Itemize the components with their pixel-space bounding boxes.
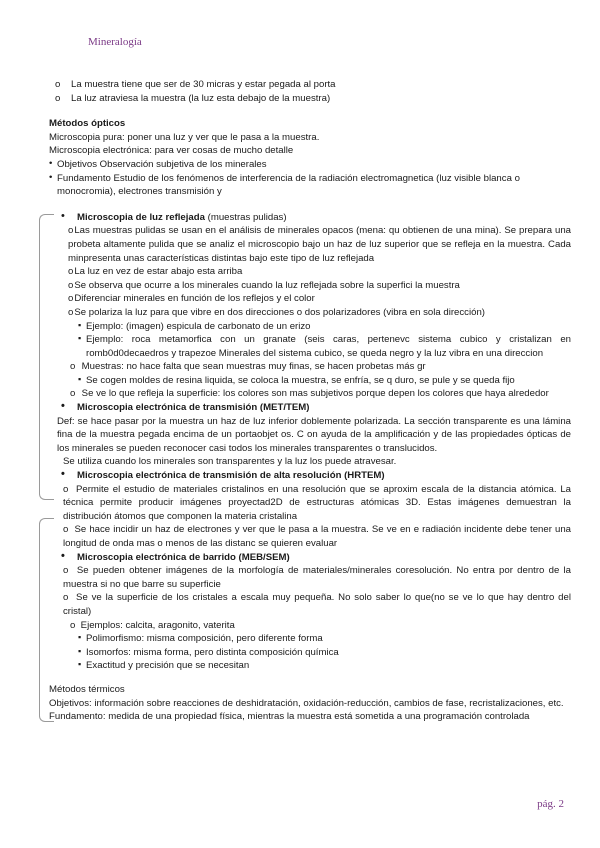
circle-bullet-icon: o (68, 293, 74, 305)
circle-bullet-icon: o (55, 92, 61, 104)
reflected-item-6: o Muestras: no hace falta que sean muestras muy finas, se hacen probetas más gr (70, 361, 426, 373)
hrtem-item-2: o Se hace incidir un haz de electrones y ver que le pasa a la muestra. Se ve en e radiación incidente debe tener una longitud de onda mas o menos de las distanc se quieren evaluar (63, 524, 571, 549)
circle-bullet-icon: o (63, 565, 77, 577)
meb-item-1: o Se pueden obtener imágenes de la morfología de materiales/minerales coresolución. No entra por dentro de la muestra si no que barre su superficie (63, 565, 572, 590)
meb-sub-2: ▪ Isomorfos: misma forma, pero distinta composición química (78, 645, 339, 658)
meb-title: • Microscopia electrónica de barrido (MEB/SEM) (61, 549, 290, 563)
reflected-sub-3: ▪ Se cogen moldes de resina liquida, se coloca la muestra, se enfría, se q duro, se pule y se queda fijo (78, 373, 515, 386)
dot-bullet-icon: • (61, 549, 65, 562)
optics-bullet-2: • Fundamento Estudio de los fenómenos de interferencia de la radiación electromagnetica (luz visible blanca o monocromia), electrones transmisión y (49, 171, 520, 198)
meb-item-2: o Se ve la superficie de los cristales a escala muy pequeña. No solo saber lo que(no se ve lo que hay dentro del cristal) (63, 592, 571, 617)
square-bullet-icon: ▪ (78, 659, 82, 670)
circle-bullet-icon: o (63, 524, 75, 536)
tem-definition: Def: se hace pasar por la muestra un haz de luz inferior doblemente polarizada. La sección transparente es una lámina fina de la muestra pegada encima de un portaobjet os. C on ayuda de la amplificación y de las propiedades ópticas de los minerales se pueden reconocer casi todos los minerales transparentes o translucidos. (57, 415, 571, 454)
dot-bullet-icon: • (61, 400, 65, 413)
reflected-item-2: oLa luz en vez de estar abajo esta arriba (68, 266, 243, 278)
optics-heading: Métodos ópticos (49, 118, 126, 130)
optics-line-1: Microscopia pura: poner una luz y ver que le pasa a la muestra. (49, 131, 320, 143)
hrtem-item-1: o Permite el estudio de materiales cristalinos en una resolución que se aproxim escala de la distancia atómica. La técnica permite producir imágenes proyectad2D de estructuras atómicas 3D. Estas imágenes demuestran la distribución átomos que componen la materia cristalina (63, 483, 571, 522)
circle-bullet-icon: o (70, 619, 81, 631)
optics-bullet-1: • Objetivos Observación subjetiva de los minerales (49, 157, 267, 170)
page-header: Mineralogía (88, 36, 142, 48)
square-bullet-icon: ▪ (78, 333, 82, 344)
reflected-item-5: oSe polariza la luz para que vibre en dos direcciones o dos polarizadores (vibra en sola dirección) (68, 306, 485, 318)
reflected-sub-1: ▪ Ejemplo: (imagen) espicula de carbonato de un erizo (78, 319, 311, 332)
tem-title: • Microscopia electrónica de transmisión (MET/TEM) (61, 400, 310, 414)
dot-bullet-icon: • (61, 468, 65, 481)
meb-sub-3: ▪ Exactitud y precisión que se necesitan (78, 659, 250, 672)
thermal-fundamento: Fundamento: medida de una propiedad física, mientras la muestra está sometida a una programación controlada (49, 711, 530, 723)
dot-bullet-icon: • (49, 157, 53, 169)
meb-item-3: o Ejemplos: calcita, aragonito, vaterita (70, 619, 235, 631)
intro-item-1: o La muestra tiene que ser de 30 micras y estar pegada al porta (55, 79, 336, 90)
circle-bullet-icon: o (63, 592, 77, 604)
meb-sub-1: ▪ Polimorfismo: misma composición, pero diferente forma (78, 632, 323, 645)
circle-bullet-icon: o (68, 266, 74, 278)
reflected-item-7: o Se ve lo que refleja la superficie: los colores son mas subjetivos porque depen los colores que haya alrededor (70, 388, 549, 400)
reflected-title: • Microscopia de luz reflejada (muestras pulidas) (61, 209, 287, 223)
square-bullet-icon: ▪ (78, 645, 82, 656)
hrtem-title: • Microscopia electrónica de transmisión de alta resolución (HRTEM) (61, 468, 385, 482)
thermal-objectives: Objetivos: información sobre reacciones de deshidratación, oxidación-reducción, cambios de fase, recristalizaciones, etc. (49, 697, 564, 709)
circle-bullet-icon: o (70, 361, 81, 373)
dot-bullet-icon: • (61, 209, 65, 222)
reflected-sub-2: ▪ Ejemplo: roca metamorfica con un granate (seis caras, pertenevc sistema cubico y cristalizan en romb0d0decaedros y trapezoe Minerales del sistema cubico, se queda negro y la luz vibra en una direccion (78, 333, 571, 359)
optics-line-2: Microscopia electrónica: para ver cosas de mucho detalle (49, 145, 294, 157)
document-body (49, 78, 571, 724)
circle-bullet-icon: o (70, 388, 81, 400)
circle-bullet-icon: o (68, 225, 74, 237)
dot-bullet-icon: • (49, 171, 53, 183)
reflected-item-4: oDiferenciar minerales en función de los reflejos y el color (68, 293, 315, 305)
intro-item-2: o La luz atraviesa la muestra (la luz esta debajo de la muestra) (55, 92, 331, 104)
circle-bullet-icon: o (55, 79, 61, 90)
square-bullet-icon: ▪ (78, 373, 82, 384)
tem-note: Se utiliza cuando los minerales son transparentes y la luz los puede atravesar. (63, 456, 397, 468)
thermal-heading: Métodos térmicos (49, 683, 125, 695)
page-number: pág. 2 (537, 798, 564, 810)
circle-bullet-icon: o (63, 483, 76, 495)
square-bullet-icon: ▪ (78, 319, 82, 330)
reflected-item-3: oSe observa que ocurre a los minerales cuando la luz reflejada sobre la superfici la muestra (68, 279, 460, 291)
circle-bullet-icon: o (68, 279, 74, 291)
circle-bullet-icon: o (68, 306, 74, 318)
reflected-item-1: oLas muestras pulidas se usan en el análisis de minerales opacos (mena: qu obtienen de una mina). Se prepara una probeta altamente pulida que se analiz el microscopio bajo un haz de luz superior que se refleja en la muestra. Cada minpresenta unas características distintas bajo este tipo de luz reflejada (68, 225, 571, 264)
square-bullet-icon: ▪ (78, 632, 82, 643)
